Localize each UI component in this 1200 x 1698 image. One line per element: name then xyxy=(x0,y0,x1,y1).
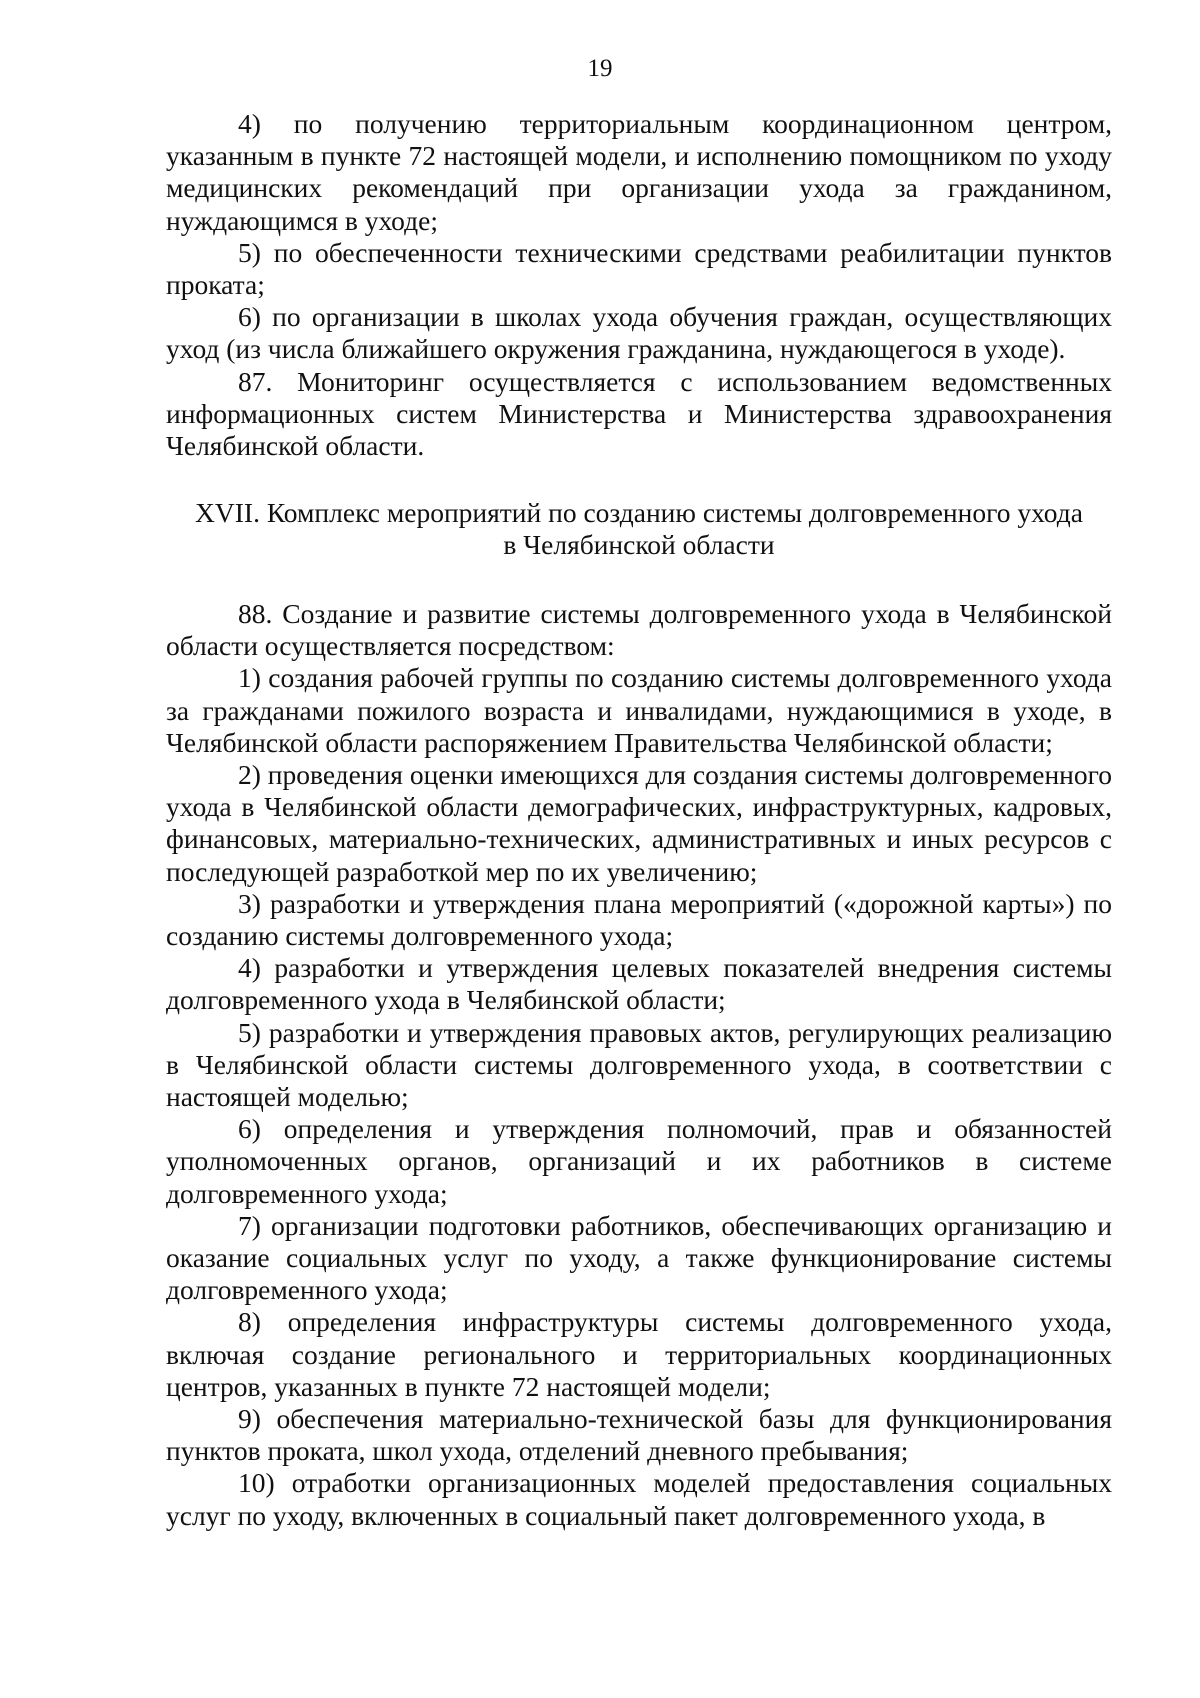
list-item-2: 2) проведения оценки имеющихся для создания системы долговременного ухода в Челябинской области демографических, инфраструктурных, кадровых, финансовых, материально-технических, административных и иных ресурсов с последующей разработкой мер по их увеличению; xyxy=(166,759,1112,887)
paragraph-item-6-monitoring: 6) по организации в школах ухода обучения граждан, осуществляющих уход (из числа ближайшего окружения гражданина, нуждающегося в уходе). xyxy=(166,301,1112,365)
paragraph-87: 87. Мониторинг осуществляется с использованием ведомственных информационных систем Министерства и Министерства здравоохранения Челябинской области. xyxy=(166,365,1112,462)
section-heading-line-1: XVII. Комплекс мероприятий по созданию системы долговременного ухода xyxy=(195,497,1083,528)
paragraph-item-5-monitoring: 5) по обеспеченности техническими средствами реабилитации пунктов проката; xyxy=(166,236,1112,301)
paragraph-88: 88. Создание и развитие системы долговременного ухода в Челябинской области осуществляется посредством: xyxy=(166,598,1112,662)
list-item-6: 6) определения и утверждения полномочий, прав и обязанностей уполномоченных органов, организаций и их работников в системе долговременного ухода; xyxy=(166,1113,1112,1209)
paragraph-item-4-monitoring: 4) по получению территориальным координационном центром, указанным в пункте 72 настоящей модели, и исполнению помощником по уходу медицинских рекомендаций при организации ухода за гражданином, нуждающимся в уходе; xyxy=(166,108,1112,236)
page-number: 19 xyxy=(587,55,613,82)
list-item-7: 7) организации подготовки работников, обеспечивающих организацию и оказание социальных услуг по уходу, а также функционирование системы долговременного ухода; xyxy=(166,1209,1112,1306)
list-item-5: 5) разработки и утверждения правовых актов, регулирующих реализацию в Челябинской области системы долговременного ухода, в соответствии с настоящей моделью; xyxy=(166,1016,1112,1113)
section-heading-line-2: в Челябинской области xyxy=(503,529,775,561)
list-item-3: 3) разработки и утверждения плана мероприятий («дорожной карты») по созданию системы долговременного ухода; xyxy=(166,887,1112,952)
list-item-10: 10) отработки организационных моделей предоставления социальных услуг по уходу, включенных в социальный пакет долговременного ухода, в xyxy=(166,1467,1112,1531)
bottom-text-block xyxy=(166,598,1112,1532)
list-item-4: 4) разработки и утверждения целевых показателей внедрения системы долговременного ухода в Челябинской области; xyxy=(166,952,1112,1016)
section-heading xyxy=(166,497,1112,561)
list-item-1: 1) создания рабочей группы по созданию системы долговременного ухода за гражданами пожилого возраста и инвалидами, нуждающимися в уходе, в Челябинской области распоряжением Правительства Челябинской области; xyxy=(166,662,1112,758)
list-item-8: 8) определения инфраструктуры системы долговременного ухода, включая создание регионального и территориальных координационных центров, указанных в пункте 72 настоящей модели; xyxy=(166,1306,1112,1402)
list-item-9: 9) обеспечения материально-технической базы для функционирования пунктов проката, школ ухода, отделений дневного пребывания; xyxy=(166,1403,1112,1467)
top-text-block xyxy=(166,108,1112,462)
